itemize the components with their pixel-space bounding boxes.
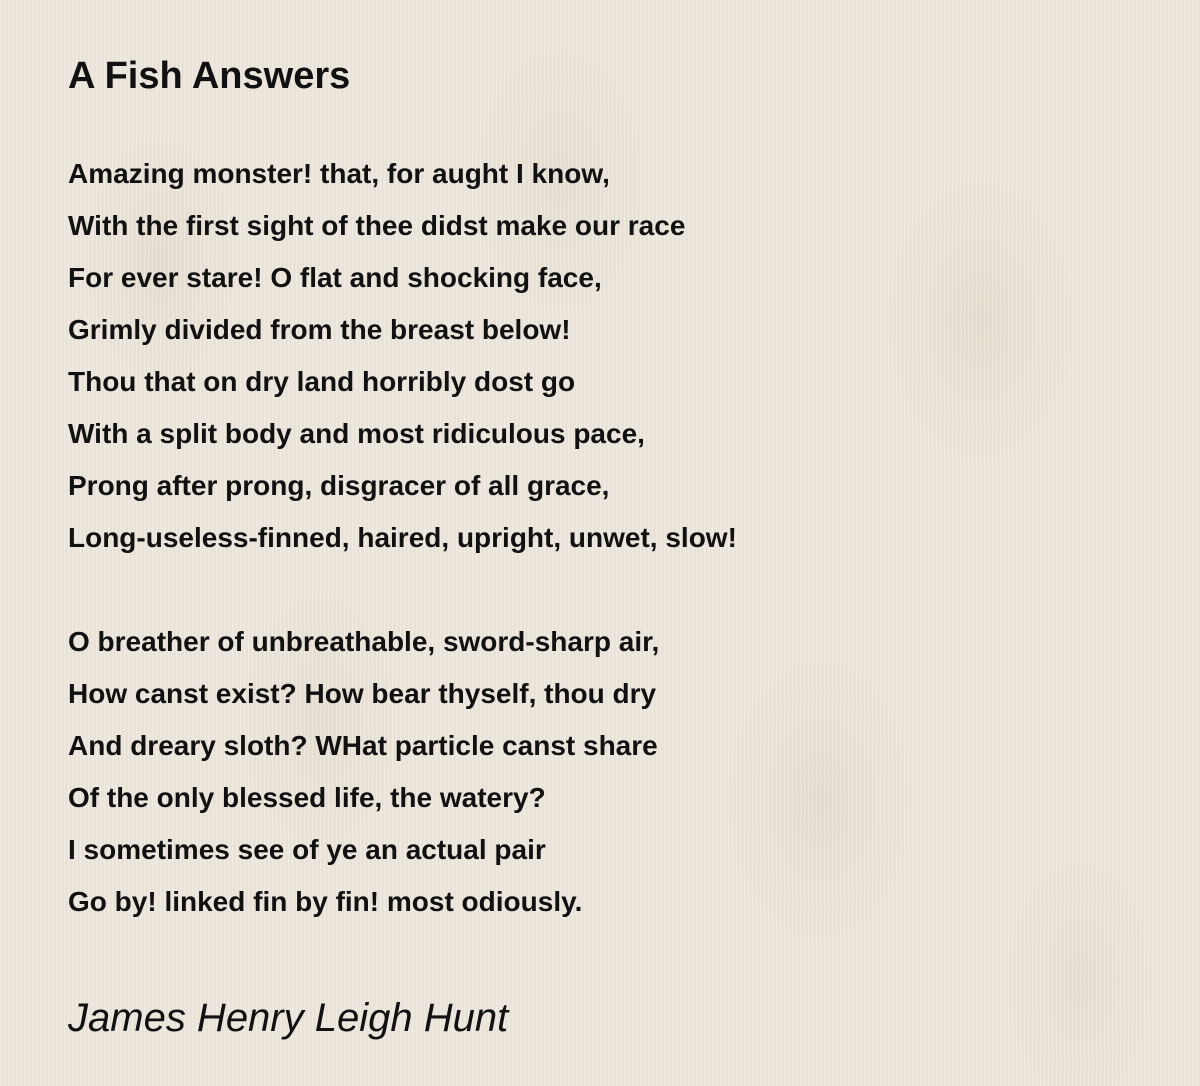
stanza-1 [68,148,1128,564]
poem-line: Go by! linked fin by fin! most odiously. [68,886,583,917]
poem-line: Grimly divided from the breast below! [68,314,571,345]
stanza-2 [68,616,1128,928]
poem-line: For ever stare! O flat and shocking face, [68,262,602,293]
poem-line: Of the only blessed life, the watery? [68,782,546,813]
poem-line: And dreary sloth? WHat particle canst share [68,730,658,761]
poem-line: With the first sight of thee didst make our race [68,210,686,241]
poem-title: A Fish Answers [68,55,351,97]
poem-line: Long-useless-finned, haired, upright, unwet, slow! [68,522,737,553]
poem-line: Prong after prong, disgracer of all grace, [68,470,610,501]
poem-line: Thou that on dry land horribly dost go [68,366,576,397]
poem-line: Amazing monster! that, for aught I know, [68,158,610,189]
poem-line: I sometimes see of ye an actual pair [68,834,546,865]
poem-line: With a split body and most ridiculous pace, [68,418,645,449]
poem-line: How canst exist? How bear thyself, thou dry [68,678,657,709]
poem-page [68,50,1128,1044]
poem-line: O breather of unbreathable, sword-sharp air, [68,626,660,657]
poem-body [68,148,1128,928]
poem-author: James Henry Leigh Hunt [68,996,509,1040]
